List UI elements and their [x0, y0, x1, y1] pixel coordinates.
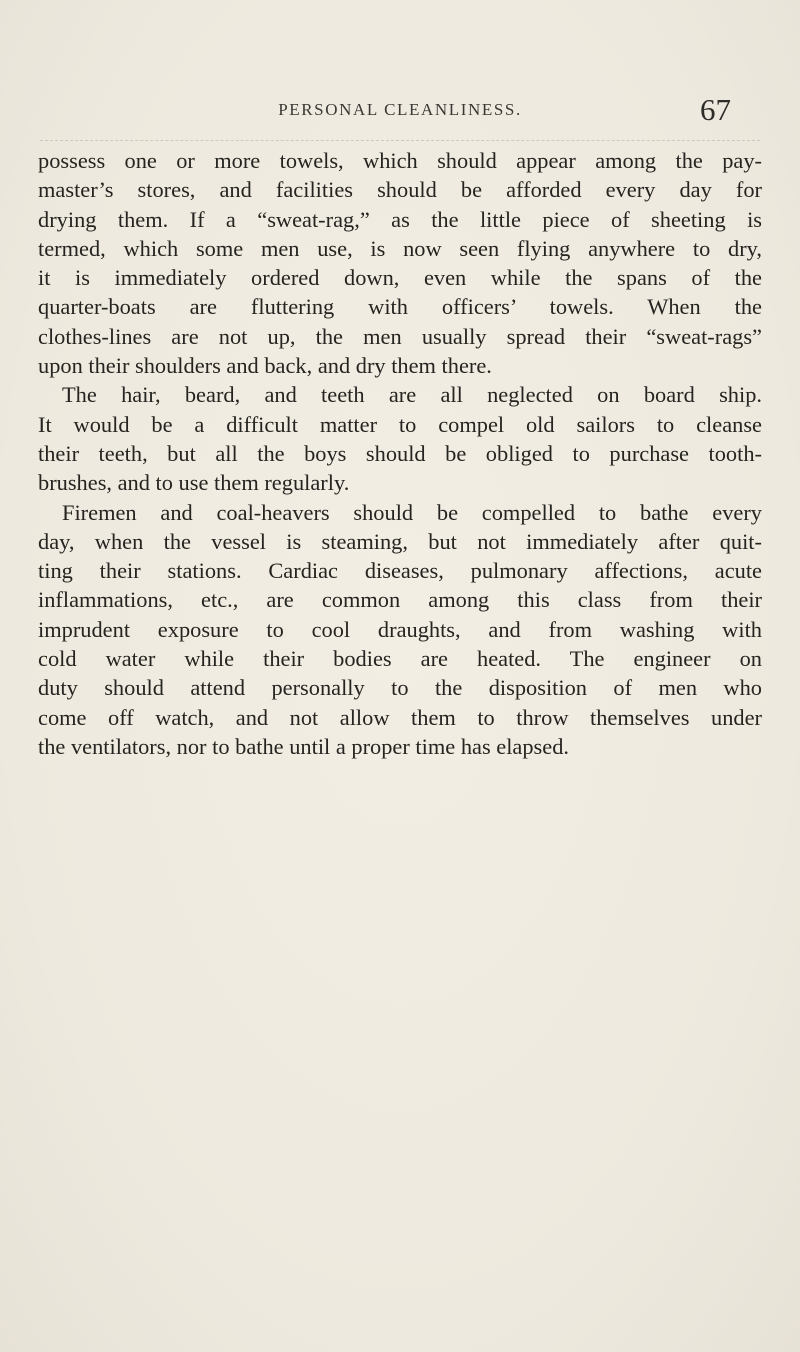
text-line: clothes-lines are not up, the men usually spread their “sweat-rags”	[38, 323, 762, 349]
text-line: the ventilators, nor to bathe until a proper time has elapsed.	[38, 733, 570, 759]
page-number: 67	[700, 92, 731, 127]
text-line: ting their stations. Cardiac diseases, pulmonary affections, acute	[38, 558, 762, 584]
text-line: master’s stores, and facilities should be afforded every day for	[38, 177, 762, 203]
paragraph-1	[38, 146, 762, 380]
text-line: possess one or more towels, which should appear among the pay-	[38, 148, 762, 173]
text-line: Firemen and coal-heavers should be compelled to bathe every	[62, 499, 762, 525]
running-title: PERSONAL CLEANLINESS.	[278, 100, 522, 119]
text-line: come off watch, and not allow them to throw themselves under	[38, 704, 762, 730]
text-line: It would be a difficult matter to compel old sailors to cleanse	[38, 411, 762, 437]
text-line: brushes, and to use them regularly.	[38, 470, 350, 496]
header-rule	[40, 140, 760, 141]
running-head	[0, 92, 800, 132]
text-line: imprudent exposure to cool draughts, and from washing with	[38, 616, 762, 642]
paragraph-2	[38, 380, 762, 497]
text-line: cold water while their bodies are heated. The engineer on	[38, 646, 762, 672]
text-line: inflammations, etc., are common among this class from their	[38, 587, 762, 613]
text-line: duty should attend personally to the disposition of men who	[38, 675, 762, 701]
body-text	[38, 146, 762, 761]
text-line: upon their shoulders and back, and dry them there.	[38, 353, 492, 379]
paragraph-3	[38, 498, 762, 762]
text-line: termed, which some men use, is now seen flying anywhere to dry,	[38, 235, 762, 261]
text-line: their teeth, but all the boys should be obliged to purchase tooth-	[38, 440, 762, 466]
text-line: The hair, beard, and teeth are all neglected on board ship.	[62, 382, 762, 408]
text-line: day, when the vessel is steaming, but not immediately after quit-	[38, 528, 762, 554]
text-line: it is immediately ordered down, even while the spans of the	[38, 265, 762, 291]
text-line: drying them. If a “sweat-rag,” as the little piece of sheeting is	[38, 206, 762, 232]
text-line: quarter-boats are fluttering with officers’ towels. When the	[38, 294, 762, 320]
